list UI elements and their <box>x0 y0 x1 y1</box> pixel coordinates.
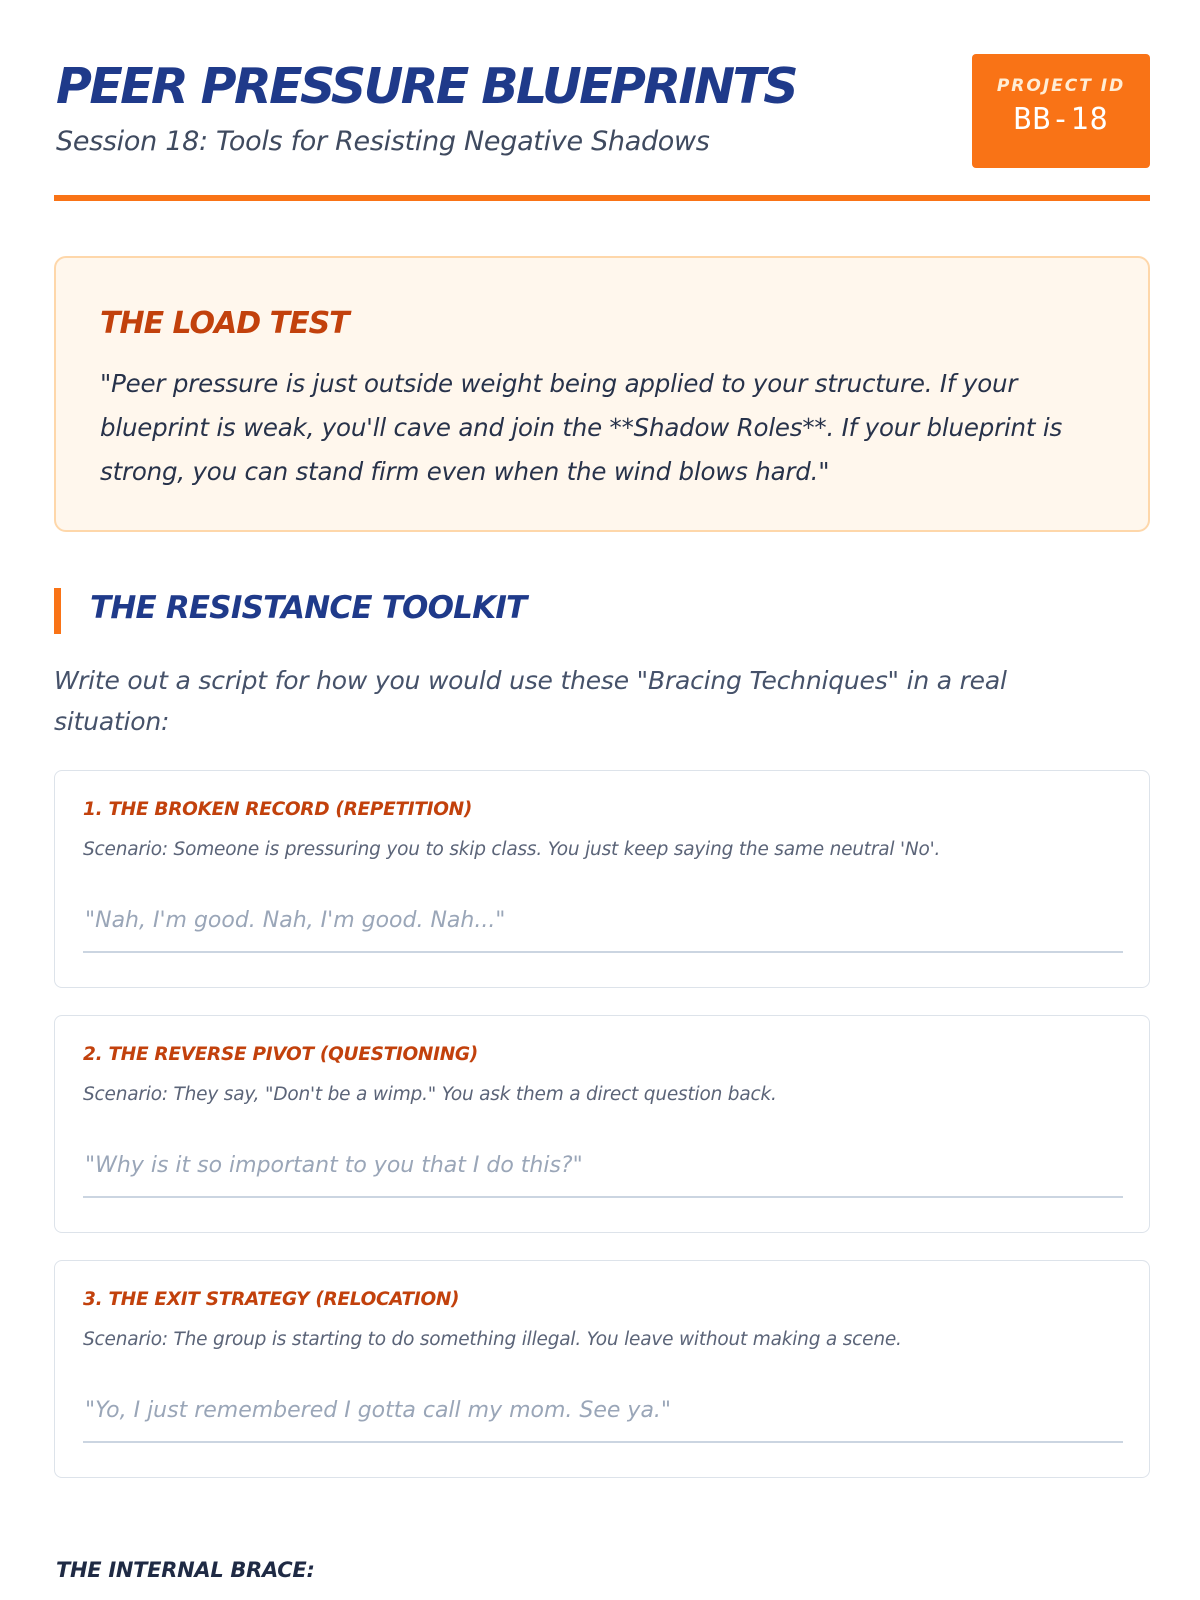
internal-brace-heading: THE INTERNAL BRACE: <box>56 1558 315 1582</box>
script-input[interactable] <box>83 1379 1123 1443</box>
technique-card <box>54 770 1150 988</box>
project-id-label: PROJECT ID <box>996 76 1126 96</box>
callout-title: THE LOAD TEST <box>100 306 349 341</box>
technique-title: 1. THE BROKEN RECORD (REPETITION) <box>83 799 473 820</box>
project-id-value: BB-18 <box>1013 102 1109 137</box>
script-input[interactable] <box>83 889 1123 953</box>
page-subtitle: Session 18: Tools for Resisting Negative Shadows <box>56 126 710 157</box>
technique-scenario: Scenario: Someone is pressuring you to skip class. You just keep saying the same neutral 'No'. <box>83 839 941 860</box>
callout-quote: "Peer pressure is just outside weight being applied to your structure. If your blueprint is weak, you'll cave and join the **Shadow Roles**. If your blueprint is strong, you can stand firm even when the wind blows hard." <box>100 369 1063 486</box>
script-input[interactable] <box>83 1134 1123 1198</box>
technique-title: 2. THE REVERSE PIVOT (QUESTIONING) <box>83 1044 478 1065</box>
technique-scenario: Scenario: The group is starting to do something illegal. You leave without making a scene. <box>83 1329 902 1350</box>
section-accent-bar <box>54 588 61 634</box>
load-test-callout <box>54 256 1150 532</box>
section-instructions: Write out a script for how you would use these "Bracing Techniques" in a real situation: <box>54 666 1007 736</box>
technique-title: 3. THE EXIT STRATEGY (RELOCATION) <box>83 1289 460 1310</box>
technique-scenario: Scenario: They say, "Don't be a wimp." You ask them a direct question back. <box>83 1084 777 1105</box>
page-title: PEER PRESSURE BLUEPRINTS <box>56 58 796 115</box>
page-header <box>54 52 1150 200</box>
section-title: THE RESISTANCE TOOLKIT <box>90 590 527 626</box>
project-id-badge <box>972 54 1150 168</box>
technique-card <box>54 1015 1150 1233</box>
technique-card <box>54 1260 1150 1478</box>
header-divider <box>54 195 1150 201</box>
